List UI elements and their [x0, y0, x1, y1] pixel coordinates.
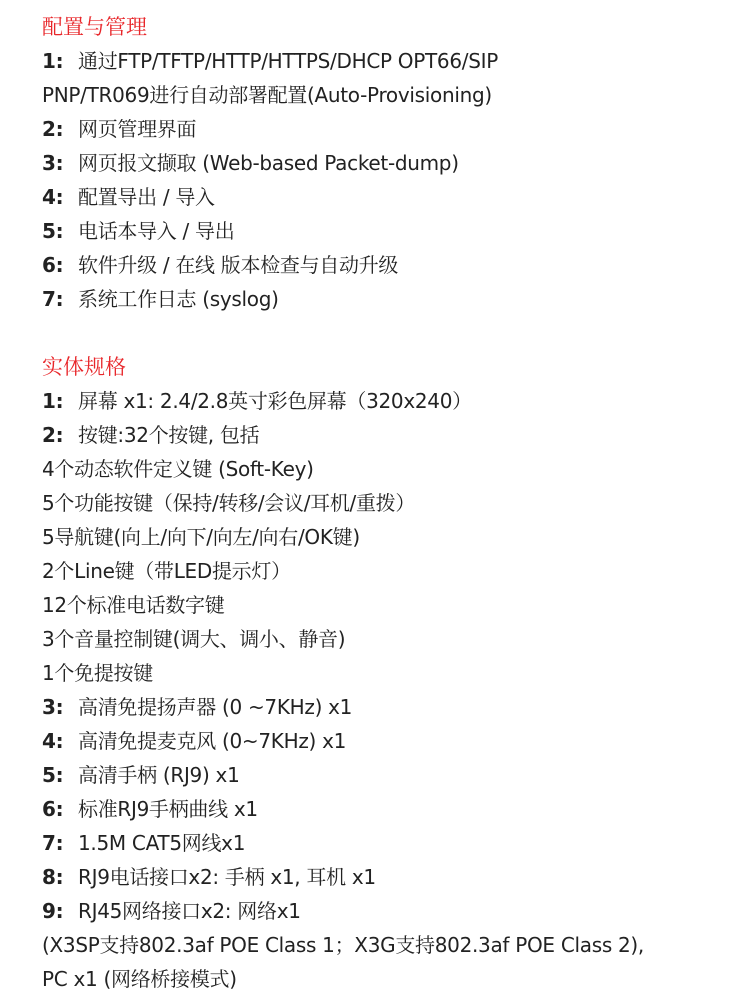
physical-subitem [42, 588, 742, 622]
item-number: 7: [42, 287, 64, 311]
item-number: 7: [42, 831, 64, 855]
section-title-physical: 实体规格 [42, 355, 126, 379]
spec-document [42, 10, 742, 996]
physical-subitem [42, 520, 742, 554]
item-number: 4: [42, 185, 64, 209]
item-text: PNP/TR069进行自动部署配置(Auto-Provisioning) [42, 83, 492, 107]
item-text: 通过FTP/TFTP/HTTP/HTTPS/DHCP OPT66/SIP [78, 49, 498, 73]
item-text: 1.5M CAT5网线x1 [78, 831, 246, 855]
item-text: 配置导出 / 导入 [78, 185, 215, 209]
item-number: 6: [42, 797, 64, 821]
physical-subitem [42, 656, 742, 690]
physical-item-8 [42, 860, 742, 894]
item-text: 2个Line键（带LED提示灯） [42, 559, 291, 583]
item-number: 3: [42, 695, 64, 719]
item-text: 网页报文撷取 (Web-based Packet-dump) [78, 151, 459, 175]
config-item-3 [42, 146, 742, 180]
item-number: 4: [42, 729, 64, 753]
item-text: PC x1 (网络桥接模式) [42, 967, 237, 991]
item-text: 12个标准电话数字键 [42, 593, 225, 617]
item-text: RJ45网络接口x2: 网络x1 [78, 899, 301, 923]
item-text: 3个音量控制键(调大、调小、静音) [42, 627, 346, 651]
config-item-6 [42, 248, 742, 282]
physical-subitem [42, 622, 742, 656]
physical-subitem [42, 452, 742, 486]
item-text: 软件升级 / 在线 版本检查与自动升级 [78, 253, 399, 277]
config-item-4 [42, 180, 742, 214]
item-text: 标准RJ9手柄曲线 x1 [78, 797, 258, 821]
physical-subitem [42, 486, 742, 520]
config-item-2 [42, 112, 742, 146]
item-number: 5: [42, 763, 64, 787]
item-text: 网页管理界面 [78, 117, 197, 141]
physical-item-4 [42, 724, 742, 758]
item-text: 高清免提麦克风 (0~7KHz) x1 [78, 729, 347, 753]
physical-item-5 [42, 758, 742, 792]
item-text: (X3SP支持802.3af POE Class 1；X3G支持802.3af POE Class 2), [42, 933, 644, 957]
item-number: 3: [42, 151, 64, 175]
config-item-5 [42, 214, 742, 248]
physical-item-2 [42, 418, 742, 452]
item-text: 系统工作日志 (syslog) [78, 287, 279, 311]
config-item-1 [42, 44, 742, 78]
physical-item-9-cont [42, 928, 742, 962]
item-number: 2: [42, 117, 64, 141]
item-text: 高清手柄 (RJ9) x1 [78, 763, 240, 787]
item-text: 4个动态软件定义键 (Soft-Key) [42, 457, 314, 481]
item-number: 8: [42, 865, 64, 889]
item-text: RJ9电话接口x2: 手柄 x1, 耳机 x1 [78, 865, 376, 889]
config-item-7 [42, 282, 742, 316]
physical-item-6 [42, 792, 742, 826]
section-spacer [42, 316, 742, 350]
item-text: 5个功能按键（保持/转移/会议/耳机/重拨） [42, 491, 416, 515]
section-title-config: 配置与管理 [42, 15, 147, 39]
physical-item-1 [42, 384, 742, 418]
config-item-1-cont [42, 78, 742, 112]
item-number: 5: [42, 219, 64, 243]
item-text: 高清免提扬声器 (0 ~7KHz) x1 [78, 695, 353, 719]
item-number: 6: [42, 253, 64, 277]
item-text: 1个免提按键 [42, 661, 153, 685]
item-number: 1: [42, 389, 64, 413]
item-text: 屏幕 x1: 2.4/2.8英寸彩色屏幕（320x240） [78, 389, 472, 413]
physical-item-9 [42, 894, 742, 928]
item-number: 2: [42, 423, 64, 447]
item-text: 按键:32个按键, 包括 [78, 423, 260, 447]
item-text: 电话本导入 / 导出 [78, 219, 235, 243]
physical-item-7 [42, 826, 742, 860]
item-number: 1: [42, 49, 64, 73]
physical-subitem [42, 554, 742, 588]
physical-item-9-cont [42, 962, 742, 996]
item-text: 5导航键(向上/向下/向左/向右/OK键) [42, 525, 360, 549]
physical-item-3 [42, 690, 742, 724]
item-number: 9: [42, 899, 64, 923]
